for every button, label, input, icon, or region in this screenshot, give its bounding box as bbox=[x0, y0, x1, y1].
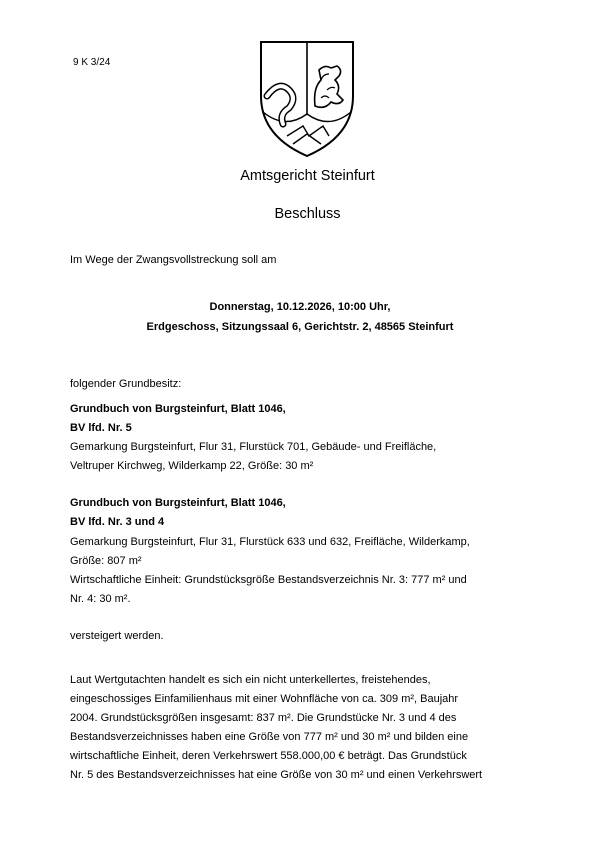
document-title: Beschluss bbox=[274, 206, 341, 222]
parcel-1-item: BV lfd. Nr. 5 bbox=[70, 422, 132, 434]
appraisal-line: Bestandsverzeichnisses haben eine Größe von 777 m² und 30 m² und bilden eine bbox=[70, 731, 469, 743]
appointment-date-time: Donnerstag, 10.12.2026, 10:00 Uhr, bbox=[209, 301, 391, 313]
coat-of-arms-emblem bbox=[257, 40, 357, 158]
parcel-1-register: Grundbuch von Burgsteinfurt, Blatt 1046, bbox=[70, 403, 286, 415]
appraisal-line: eingeschossiges Einfamilienhaus mit einer Wohnfläche von ca. 309 m², Baujahr bbox=[70, 693, 459, 705]
parcel-1-line: Veltruper Kirchweg, Wilderkamp 22, Größe: 30 m² bbox=[70, 460, 314, 472]
court-name: Amtsgericht Steinfurt bbox=[240, 168, 375, 184]
parcel-2-line: Größe: 807 m² bbox=[70, 555, 142, 567]
appraisal-line: wirtschaftliche Einheit, deren Verkehrswert 558.000,00 € beträgt. Das Grundstück bbox=[70, 750, 467, 762]
appraisal-line: 2004. Grundstücksgrößen insgesamt: 837 m². Die Grundstücke Nr. 3 und 4 des bbox=[70, 712, 457, 724]
case-number: 9 K 3/24 bbox=[73, 57, 111, 68]
appointment-location: Erdgeschoss, Sitzungssaal 6, Gerichtstr. 2, 48565 Steinfurt bbox=[146, 321, 454, 333]
parcel-2-register: Grundbuch von Burgsteinfurt, Blatt 1046, bbox=[70, 497, 286, 509]
parcel-1-line: Gemarkung Burgsteinfurt, Flur 31, Flurstück 701, Gebäude- und Freifläche, bbox=[70, 441, 437, 453]
auction-text: versteigert werden. bbox=[70, 630, 164, 642]
parcel-2-line: Gemarkung Burgsteinfurt, Flur 31, Flurstück 633 und 632, Freifläche, Wilderkamp, bbox=[70, 536, 470, 548]
appraisal-line: Laut Wertgutachten handelt es sich ein nicht unterkellertes, freistehendes, bbox=[70, 674, 431, 686]
parcel-2-line: Nr. 4: 30 m². bbox=[70, 593, 131, 605]
parcel-2-item: BV lfd. Nr. 3 und 4 bbox=[70, 516, 165, 528]
intro-text: Im Wege der Zwangsvollstreckung soll am bbox=[70, 254, 277, 266]
appraisal-line: Nr. 5 des Bestandsverzeichnisses hat eine Größe von 30 m² und einen Verkehrswert bbox=[70, 769, 483, 781]
parcel-2-line: Wirtschaftliche Einheit: Grundstücksgröße Bestandsverzeichnis Nr. 3: 777 m² und bbox=[70, 574, 467, 586]
property-intro: folgender Grundbesitz: bbox=[70, 378, 182, 390]
